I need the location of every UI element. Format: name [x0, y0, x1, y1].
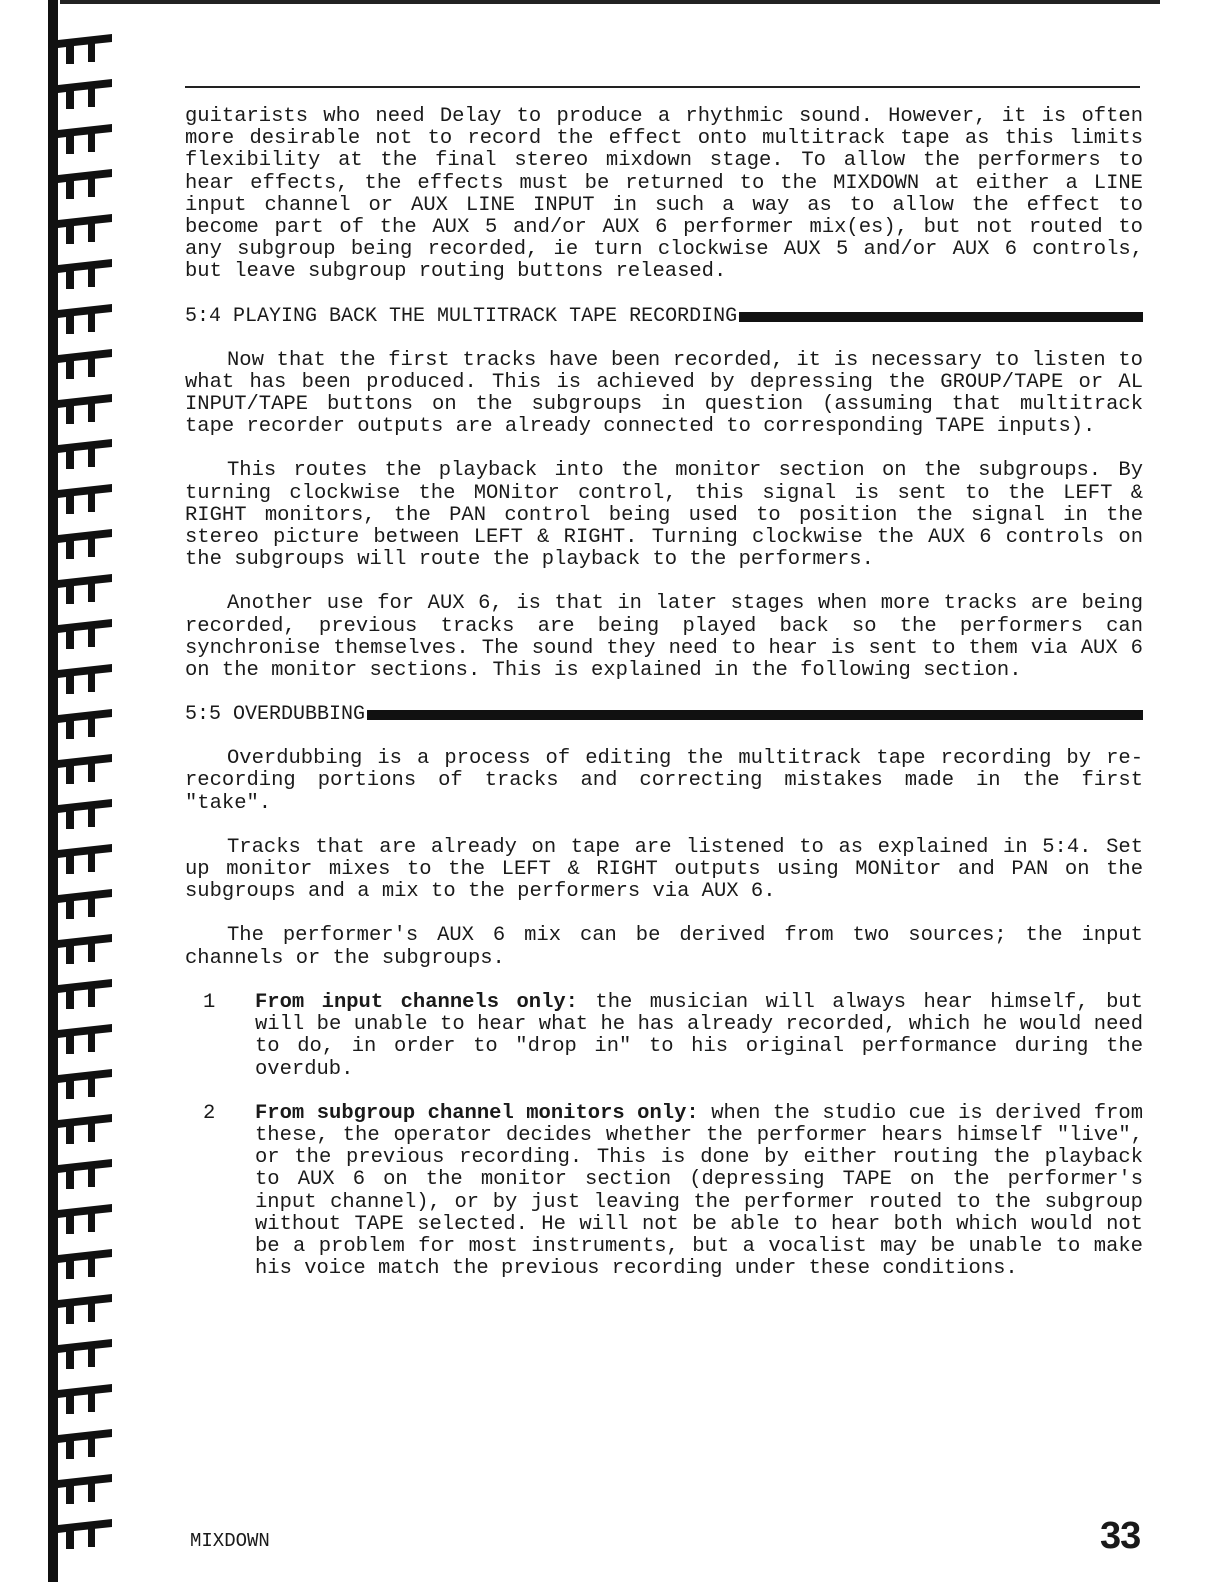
- binding-coil: [58, 574, 112, 604]
- binding-coil: [88, 897, 95, 917]
- binding-coil: [58, 259, 112, 289]
- binding-coil: [88, 132, 95, 152]
- binding-coil: [88, 942, 95, 962]
- binding-coil: [58, 1249, 112, 1279]
- binding-coil: [58, 169, 112, 199]
- binding-coil: [88, 1167, 95, 1187]
- binding-coil: [58, 1024, 112, 1054]
- binding-coil: [58, 979, 112, 1009]
- binding-coil: [88, 447, 95, 467]
- list-item-body: [255, 1103, 1143, 1281]
- binding-coil: [88, 537, 95, 557]
- binding-coil: [58, 349, 112, 379]
- binding-coil: [58, 889, 112, 919]
- binding-coil: [88, 1527, 95, 1547]
- binding-coil: [88, 357, 95, 377]
- section-heading-5-5: [185, 704, 1143, 726]
- binding-coil: [58, 1339, 112, 1369]
- page-body: [185, 106, 1143, 1280]
- binding-coil: [88, 402, 95, 422]
- binding-coil: [58, 754, 112, 784]
- binding-coil: [58, 934, 112, 964]
- binding-coil: [58, 124, 112, 154]
- binding-coil: [58, 844, 112, 874]
- footer-label: MIXDOWN: [190, 1530, 270, 1552]
- binding-coil: [88, 267, 95, 287]
- binding-coil: [58, 34, 112, 64]
- section-heading-5-5-text: 5:5 OVERDUBBING: [185, 703, 366, 727]
- binding-coil: [88, 1392, 95, 1412]
- numbered-list: [185, 992, 1143, 1280]
- section-heading-5-4-text: 5:4 PLAYING BACK THE MULTITRACK TAPE RECORDING: [185, 304, 738, 328]
- paragraph: Now that the first tracks have been recorded, it is necessary to listen to what has been produced. This is achieved by depressing the GROUP/TAPE or AL INPUT/TAPE buttons on the subgroups in question (assuming that multitrack tape recorder outputs are already connected to corresponding TAPE inputs).: [185, 348, 1143, 439]
- binding-coil: [58, 619, 112, 649]
- paragraph: Another use for AUX 6, is that in later stages when more tracks are being recorded, previous tracks are being played back so the performers can synchronise themselves. The sound they need to hear is sent to them via AUX 6 on the monitor sections. This is explained in the following section.: [185, 592, 1143, 683]
- paragraph: This routes the playback into the monitor section on the subgroups. By turning clockwise the MONitor control, this signal is sent to the LEFT & RIGHT monitors, the PAN control being used to position the signal in the stereo picture between LEFT & RIGHT. Turning clockwise the AUX 6 controls on the subgroups will route the playback to the performers.: [185, 459, 1143, 572]
- binding-coil: [88, 312, 95, 332]
- binding-coil: [58, 664, 112, 694]
- heading-bar: [739, 312, 1143, 322]
- binding-coil: [58, 799, 112, 829]
- binding-coil: [58, 1069, 112, 1099]
- binding-coil: [88, 762, 95, 782]
- binding-coil: [58, 484, 112, 514]
- binding-coil: [88, 1257, 95, 1277]
- page-number: 33: [1100, 1515, 1141, 1557]
- binding-coil: [88, 1122, 95, 1142]
- list-item-lead: From subgroup channel monitors only:: [255, 1101, 699, 1125]
- binding-coil: [58, 529, 112, 559]
- list-item-text: when the studio cue is derived from these, the operator decides whether the performer hears himself "live", or the previous recording. This is done by either routing the playback to AUX 6 on the monitor section (depressing TAPE on the performer's input channel), or by just leaving the performer routed to the subgroup without TAPE selected. He will not be able to hear both which would not be a problem for most instruments, but a vocalist may be unable to make his voice match the previous recording under these conditions.: [255, 1101, 1144, 1281]
- paragraph: Overdubbing is a process of editing the multitrack tape recording by re-recording portions of tracks and correcting mistakes made in the first "take".: [185, 747, 1143, 815]
- binding-coil: [88, 987, 95, 1007]
- heading-bar: [367, 710, 1143, 720]
- binding-coil: [58, 394, 112, 424]
- binding-coil: [88, 1032, 95, 1052]
- paragraph: The performer's AUX 6 mix can be derived from two sources; the input channels or the subgroups.: [185, 924, 1143, 970]
- list-item-text: the musician will always hear himself, but will be unable to hear what he has already recorded, which he would need to do, in order to "drop in" to his original performance during the overdub.: [255, 990, 1143, 1081]
- section-heading-5-4: [185, 306, 1143, 328]
- binding-coil: [88, 1437, 95, 1457]
- binding-coil: [88, 87, 95, 107]
- binding-coil: [88, 177, 95, 197]
- header-rule: [185, 86, 1140, 88]
- spiral-binding: [0, 0, 130, 1582]
- list-item-number: 1: [203, 990, 216, 1014]
- binding-coil: [88, 582, 95, 602]
- binding-coil: [58, 1519, 112, 1549]
- binding-coil: [58, 439, 112, 469]
- binding-coil: [58, 709, 112, 739]
- binding-coil: [88, 42, 95, 62]
- binding-coil: [88, 807, 95, 827]
- binding-coil: [58, 1384, 112, 1414]
- list-item-body: [255, 992, 1143, 1081]
- binding-coil: [58, 1294, 112, 1324]
- binding-coil: [58, 79, 112, 109]
- binding-coil: [88, 627, 95, 647]
- binding-coil: [88, 717, 95, 737]
- binding-coil: [88, 1347, 95, 1367]
- binding-coil: [58, 214, 112, 244]
- list-item: [185, 992, 1143, 1081]
- top-edge-line: [60, 0, 1160, 4]
- list-item-lead: From input channels only:: [255, 990, 578, 1014]
- binding-coil: [88, 852, 95, 872]
- binding-coil: [58, 1474, 112, 1504]
- intro-paragraph: guitarists who need Delay to produce a rhythmic sound. However, it is often more desirable not to record the effect onto multitrack tape as this limits flexibility at the final stereo mixdown stage. To allow the performers to hear effects, the effects must be returned to the MIXDOWN at either a LINE input channel or AUX LINE INPUT in such a way as to allow the effect to become part of the AUX 5 and/or AUX 6 performer mix(es), but not routed to any subgroup being recorded, ie turn clockwise AUX 5 and/or AUX 6 controls, but leave subgroup routing buttons released.: [185, 105, 1143, 284]
- binding-coil: [88, 222, 95, 242]
- binding-coil: [88, 492, 95, 512]
- binding-coil: [88, 1302, 95, 1322]
- binding-coil: [58, 1159, 112, 1189]
- list-item: [185, 1103, 1143, 1281]
- binding-coil: [88, 1482, 95, 1502]
- list-item-number: 2: [203, 1101, 216, 1125]
- binding-coil: [88, 1077, 95, 1097]
- binding-coil: [88, 1212, 95, 1232]
- binding-coil: [58, 1429, 112, 1459]
- paragraph: Tracks that are already on tape are listened to as explained in 5:4. Set up monitor mixes to the LEFT & RIGHT outputs using MONitor and PAN on the subgroups and a mix to the performers via AUX 6.: [185, 835, 1143, 904]
- binding-coil: [58, 1114, 112, 1144]
- binding-coil: [88, 672, 95, 692]
- binding-coil: [58, 304, 112, 334]
- binding-coil: [58, 1204, 112, 1234]
